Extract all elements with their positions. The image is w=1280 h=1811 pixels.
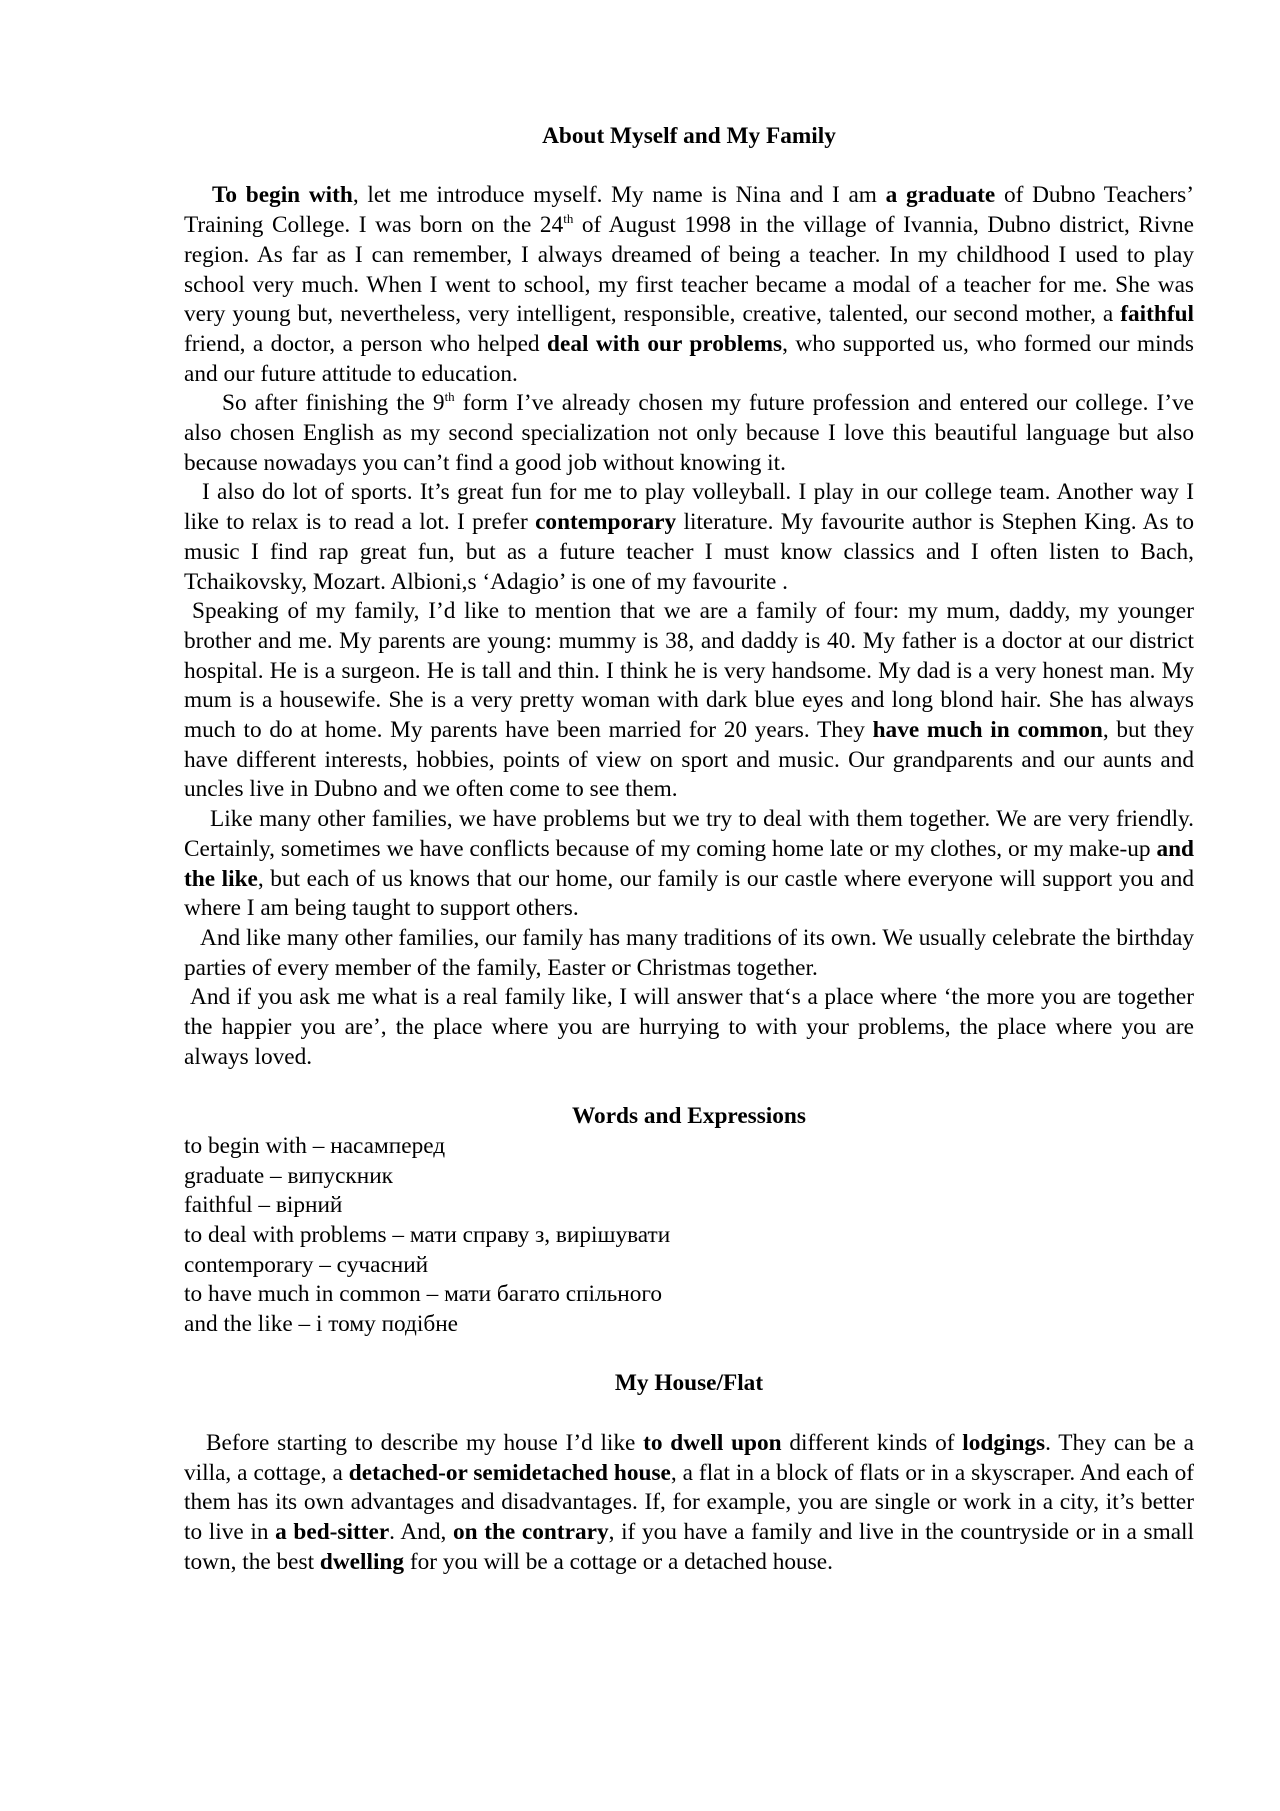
- bold-phrase: have much in common: [872, 717, 1103, 744]
- paragraph-text: for you will be a cottage or a detached house.: [404, 1548, 833, 1575]
- paragraph-profession: [184, 389, 1194, 478]
- vocabulary-item: to begin with – насамперед: [184, 1132, 446, 1159]
- paragraph-text: of August 1998 in the village of Ivannia, Dubno district, Rivne region. As far as I can remember, I always dreamed of being a teacher. In my childhood I used to play school very much. When I went to school, my first teacher became a modal of a teacher for me. She was very young but, nevertheless, very intelligent, responsible, creative, talented, our second mother, a: [184, 212, 1195, 328]
- superscript: th: [444, 389, 455, 405]
- paragraph-problems: [184, 805, 1194, 924]
- paragraph-text: , who supported us, who formed our minds and our future attitude to education.: [184, 330, 1195, 387]
- paragraph-text: . They can be a villa, a cottage, a: [184, 1429, 1195, 1486]
- bold-phrase: To begin with: [212, 182, 353, 209]
- spacer: [184, 152, 1194, 182]
- bold-phrase: faithful: [1120, 301, 1194, 328]
- paragraph-text: , but they have different interests, hobbies, points of view on sport and music. Our grandparents and our aunts and uncles live in Dubno and we often come to see them.: [184, 717, 1195, 803]
- vocabulary-item: and the like – і тому подібне: [184, 1311, 458, 1338]
- spacer: [184, 1399, 1194, 1429]
- vocabulary-item: to have much in common – мати багато спільного: [184, 1281, 662, 1308]
- paragraph-text: friend, a doctor, a person who helped: [184, 330, 548, 357]
- paragraph-text: of Dubno Teachers’ Training College. I was born on the 24: [184, 182, 1194, 239]
- paragraph-traditions: And like many other families, our family has many traditions of its own. We usually celebrate the birthday parties of every member of the family, Easter or Christmas together.: [184, 924, 1194, 981]
- bold-phrase: dwelling: [319, 1548, 405, 1575]
- vocabulary-list: [184, 1132, 1194, 1340]
- bold-phrase: contemporary: [535, 509, 677, 536]
- paragraph-text: Like many other families, we have problems but we try to deal with them together. We are very friendly. Certainly, sometimes we have conflicts because of my coming home late or my clothes, or my make-up: [184, 806, 1194, 862]
- bold-phrase: deal with our problems: [547, 330, 783, 357]
- title-my-house: My House/Flat: [614, 1370, 764, 1397]
- paragraph-text: , a flat in a block of flats or in a skyscraper. And each of them has its own advantages and disadvantages. If, for example, you are single or work in a city, it’s better to live in: [184, 1459, 1195, 1545]
- paragraph-text: . And,: [389, 1518, 453, 1545]
- paragraph-text: Before starting to describe my house I’d like: [206, 1429, 644, 1456]
- paragraph-text: different kinds of: [781, 1429, 963, 1456]
- paragraph-text: So after finishing the 9: [222, 390, 445, 417]
- title-about-myself: About Myself and My Family: [542, 123, 836, 149]
- vocabulary-item: to deal with problems – мати справу з, вирішувати: [184, 1221, 671, 1248]
- document-body: [184, 122, 1194, 1577]
- paragraph-text: literature. My favourite author is Stephen King. As to music I find rap great fun, but as a future teacher I must know classics and I often listen to Bach, Tchaikovsky, Mozart. Albioni,s ‘Adagio’ is one of my favourite .: [184, 509, 1194, 595]
- bold-phrase: a graduate: [885, 182, 996, 209]
- vocabulary-item: contemporary – сучасний: [184, 1251, 429, 1278]
- paragraph-real-family: And if you ask me what is a real family like, I will answer that‘s a place where ‘the more you are together the happier you are’, the place where you are hurrying to with your problems, the place where you are always loved.: [184, 984, 1194, 1070]
- bold-phrase: to dwell upon: [643, 1429, 782, 1456]
- vocabulary-item: faithful – вірний: [184, 1192, 343, 1219]
- paragraph-hobbies: [184, 478, 1194, 597]
- paragraph-family: [184, 597, 1194, 805]
- bold-phrase: lodgings: [962, 1429, 1046, 1456]
- bold-phrase: detached-or semidetached house: [348, 1459, 671, 1486]
- paragraph-text: Speaking of my family, I’d like to mention that we are a family of four: my mum, daddy, my younger brother and me. My parents are young: mummy is 38, and daddy is 40. My father is a doctor at our district hospital. He is a surgeon. He is tall and thin. I think he is very handsome. My dad is a very honest man. My mum is a housewife. She is a very pretty woman with dark blue eyes and long blond hair. She has always much to do at home. My parents have been married for 20 years. They: [184, 598, 1194, 744]
- vocabulary-item: graduate – випускник: [184, 1162, 393, 1189]
- title-words-expressions: Words and Expressions: [572, 1103, 806, 1130]
- paragraph-intro: [184, 181, 1194, 389]
- paragraph-text: , but each of us knows that our home, our family is our castle where everyone will support you and where I am being taught to support others.: [184, 865, 1194, 922]
- bold-phrase: and the like: [184, 835, 1194, 892]
- paragraph-text: , if you have a family and live in the countryside or in a small town, the best: [184, 1518, 1194, 1575]
- paragraph-text: I also do lot of sports. It’s great fun for me to play volleyball. I play in our college team. Another way I like to relax is to read a lot. I prefer: [184, 479, 1194, 536]
- paragraph-text: form I’ve already chosen my future profession and entered our college. I’ve also chosen English as my second specialization not only because I love this beautiful language but also because nowadays you can’t find a good job without knowing it.: [184, 390, 1194, 476]
- superscript: th: [563, 211, 574, 227]
- bold-phrase: on the contrary: [452, 1518, 609, 1545]
- paragraph-text: , let me introduce myself. My name is Nina and I am: [352, 182, 886, 209]
- spacer: [184, 1072, 1194, 1102]
- bold-phrase: a bed-sitter: [275, 1518, 390, 1545]
- spacer: [184, 1340, 1194, 1370]
- paragraph-lodgings: [184, 1429, 1194, 1578]
